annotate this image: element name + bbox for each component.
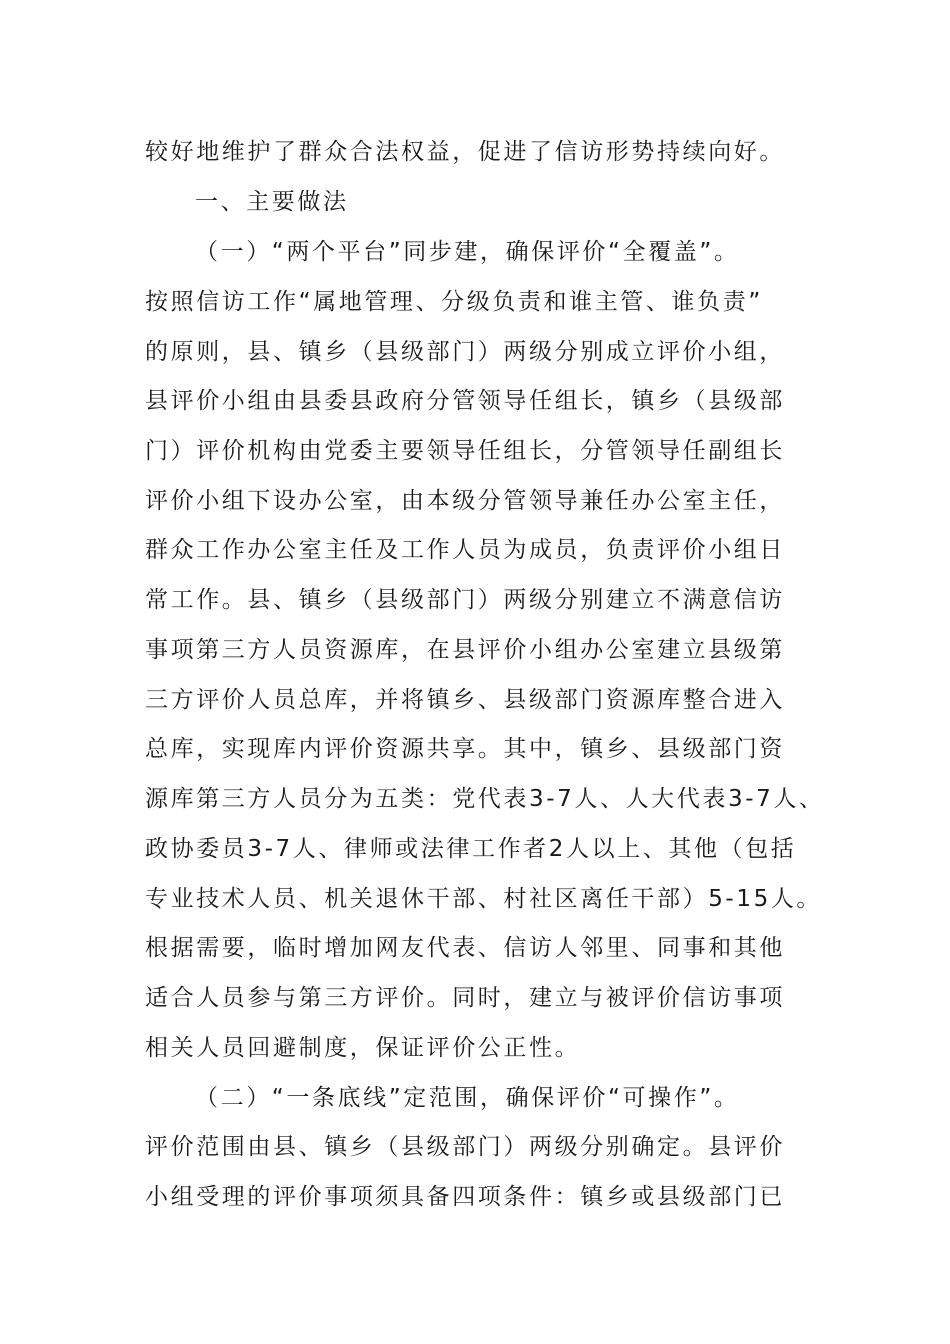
text-line: 相关人员回避制度，保证评价公正性。 <box>145 1035 581 1061</box>
text-line: 专业技术人员、机关退休干部、村社区离任干部）5-15人。 <box>145 886 822 912</box>
text-line: 小组受理的评价事项须具备四项条件：镇乡或县级部门已 <box>145 1184 785 1210</box>
text-line: 群众工作办公室主任及工作人员为成员，负责评价小组日 <box>145 537 785 563</box>
text-line: 的原则，县、镇乡（县级部门）两级分别成立评价小组， <box>145 339 785 365</box>
text-line: 政协委员3-7人、律师或法律工作者2人以上、其他（包括 <box>145 836 797 862</box>
text-line: 适合人员参与第三方评价。同时，建立与被评价信访事项 <box>145 985 785 1011</box>
text-line: 三方评价人员总库，并将镇乡、县级部门资源库整合进入 <box>145 687 785 713</box>
text-line: 事项第三方人员资源库，在县评价小组办公室建立县级第 <box>145 637 785 663</box>
text-line: 县评价小组由县委县政府分管领导任组长，镇乡（县级部 <box>145 388 785 414</box>
text-line: 源库第三方人员分为五类：党代表3-7人、人大代表3-7人、 <box>145 786 825 812</box>
text-line: 较好地维护了群众合法权益，促进了信访形势持续向好。 <box>145 139 785 165</box>
text-line: 评价小组下设办公室，由本级分管领导兼任办公室主任， <box>145 488 785 514</box>
text-line: 常工作。县、镇乡（县级部门）两级分别建立不满意信访 <box>145 587 785 613</box>
text-line: 总库，实现库内评价资源共享。其中，镇乡、县级部门资 <box>145 736 785 762</box>
text-line: 按照信访工作“属地管理、分级负责和谁主管、谁负责” <box>145 289 763 315</box>
text-line: 评价范围由县、镇乡（县级部门）两级分别确定。县评价 <box>145 1134 785 1160</box>
text-line: 门）评价机构由党委主要领导任组长，分管领导任副组长 <box>145 438 785 464</box>
section-heading: 一、主要做法 <box>195 189 349 215</box>
subsection-heading: （二）“一条底线”定范围，确保评价“可操作”。 <box>195 1085 740 1111</box>
text-line: 根据需要，临时增加网友代表、信访人邻里、同事和其他 <box>145 935 785 961</box>
subsection-heading: （一）“两个平台”同步建，确保评价“全覆盖”。 <box>195 239 740 265</box>
